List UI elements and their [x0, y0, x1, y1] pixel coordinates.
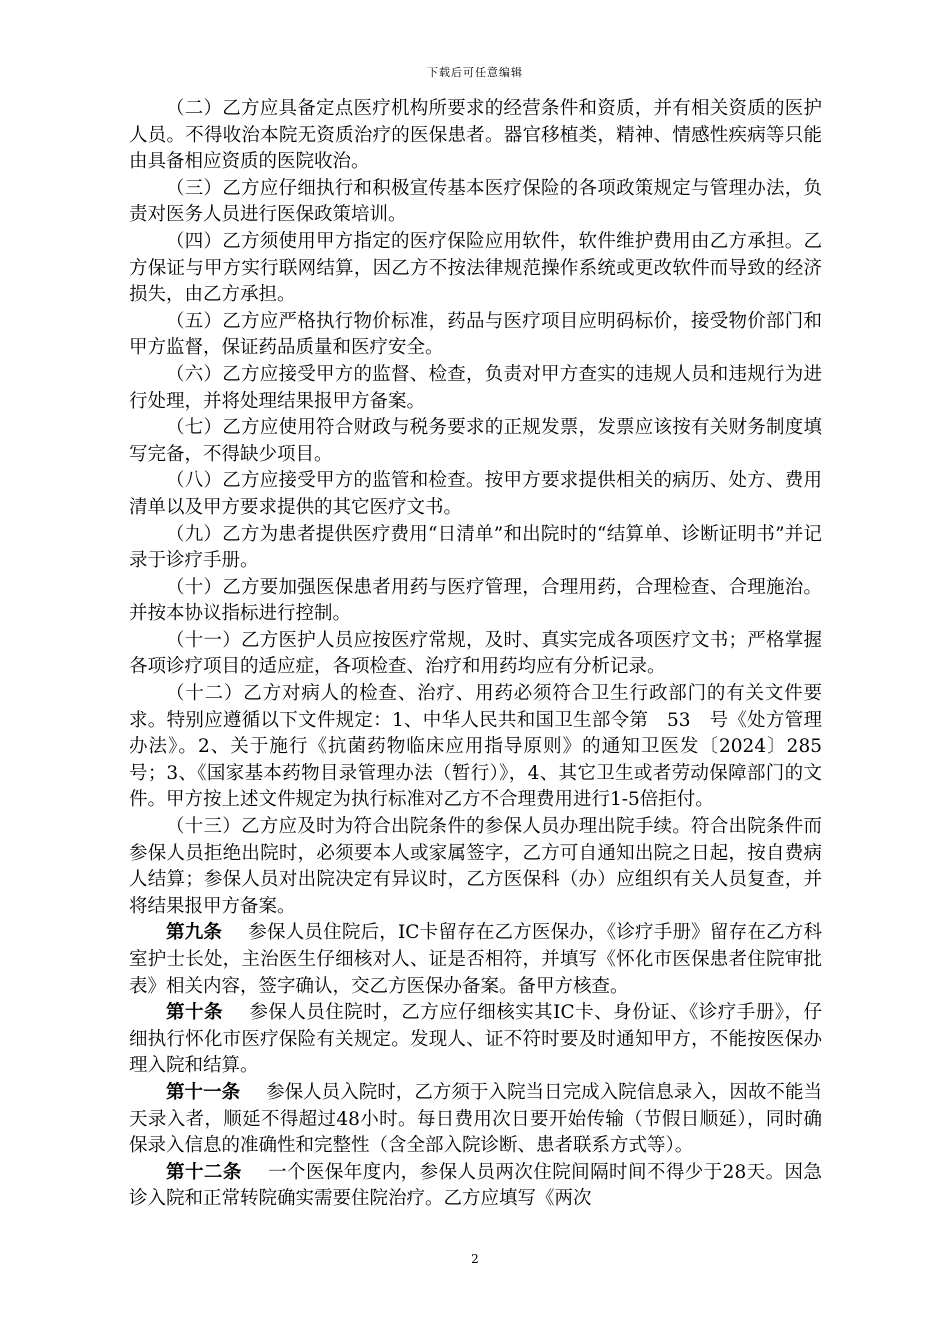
- paragraph-clause-11: （十一）乙方医护人员应按医疗常规，及时、真实完成各项医疗文书；严格掌握各项诊疗项目的适应症，各项检查、治疗和用药均应有分析记录。: [129, 629, 822, 678]
- paragraph-clause-3: （三）乙方应仔细执行和积极宣传基本医疗保险的各项政策规定与管理办法，负责对医务人员进行医保政策培训。: [129, 177, 822, 226]
- paragraph-clause-8: （八）乙方应接受甲方的监管和检查。按甲方要求提供相关的病历、处方、费用清单以及甲方要求提供的其它医疗文书。: [129, 470, 822, 518]
- paragraph-clause-6: （六）乙方应接受甲方的监督、检查，负责对甲方查实的违规人员和违规行为进行处理，并将处理结果报甲方备案。: [129, 363, 822, 412]
- article-11: [129, 1080, 822, 1160]
- paragraph-clause-13: （十三）乙方应及时为符合出院条件的参保人员办理出院手续。符合出院条件而参保人员拒绝出院时，必须要本人或家属签字，乙方可自通知出院之日起，按自费病人结算；参保人员对出院决定有异议时，乙方医保科（办）应组织有关人员复查，并将结果报甲方备案。: [129, 816, 822, 917]
- article-text: 一个医保年度内，参保人员两次住院间隔时间不得少于28天。因急诊入院和正常转院确实需要住院治疗。乙方应填写《两次: [129, 1161, 822, 1210]
- paragraph-clause-5: （五）乙方应严格执行物价标准，药品与医疗项目应明码标价，接受物价部门和甲方监督，保证药品质量和医疗安全。: [129, 310, 822, 359]
- article-9: [129, 920, 822, 1000]
- page-number: 2: [471, 1252, 479, 1266]
- paragraph-clause-10: （十）乙方要加强医保患者用药与医疗管理，合理用药，合理检查、合理施治。并按本协议指标进行控制。: [129, 576, 822, 625]
- article-text: 参保人员入院时，乙方须于入院当日完成入院信息录入，因故不能当天录入者，顺延不得超过48小时。每日费用次日要开始传输（节假日顺延），同时确保录入信息的准确性和完整性（含全部入院诊断、患者联系方式等）。: [129, 1081, 822, 1157]
- paragraph-clause-7: （七）乙方应使用符合财政与税务要求的正规发票，发票应该按有关财务制度填写完备，不得缺少项目。: [129, 417, 822, 465]
- article-text: 参保人员住院后，IC卡留存在乙方医保办，《诊疗手册》留存在乙方科室护士长处，主治医生仔细核对人、证是否相符，并填写《怀化市医保患者住院审批表》相关内容，签字确认，交乙方医保办备案。备甲方核查。: [129, 922, 822, 997]
- document-body: [129, 96, 822, 1213]
- article-12: [129, 1160, 822, 1213]
- article-text: 参保人员住院时，乙方应仔细核实其IC卡、身份证、《诊疗手册》，仔细执行怀化市医疗保险有关规定。发现人、证不符时要及时通知甲方，不能按医保办理入院和结算。: [129, 1002, 822, 1077]
- paragraph-clause-4: （四）乙方须使用甲方指定的医疗保险应用软件，软件维护费用由乙方承担。乙方保证与甲方实行联网结算，因乙方不按法律规范操作系统或更改软件而导致的经济损失，由乙方承担。: [129, 230, 822, 306]
- article-label: 第十二条: [166, 1161, 242, 1183]
- paragraph-clause-9: （九）乙方为患者提供医疗费用“日清单”和出院时的“结算单、诊断证明书”并记录于诊疗手册。: [129, 523, 822, 572]
- article-label: 第九条: [166, 922, 223, 944]
- paragraph-clause-2: （二）乙方应具备定点医疗机构所要求的经营条件和资质，并有相关资质的医护人员。不得收治本院无资质治疗的医保患者。器官移植类，精神、情感性疾病等只能由具备相应资质的医院收治。: [129, 98, 822, 173]
- article-10: [129, 1000, 822, 1080]
- article-label: 第十一条: [166, 1081, 241, 1103]
- page-header: 下载后可任意编辑: [427, 66, 523, 79]
- paragraph-clause-12: （十二）乙方对病人的检查、治疗、用药必须符合卫生行政部门的有关文件要求。特别应遵循以下文件规定：1、中华人民共和国卫生部令第 53 号《处方管理办法》。2、关于施行《抗菌药物临床应用指导原则》的通知卫医发〔2024〕285号；3、《国家基本药物目录管理办法（暂行）》，4、其它卫生或者劳动保障部门的文件。甲方按上述文件规定为执行标准对乙方不合理费用进行1-5倍拒付。: [129, 683, 822, 811]
- article-label: 第十条: [166, 1002, 223, 1024]
